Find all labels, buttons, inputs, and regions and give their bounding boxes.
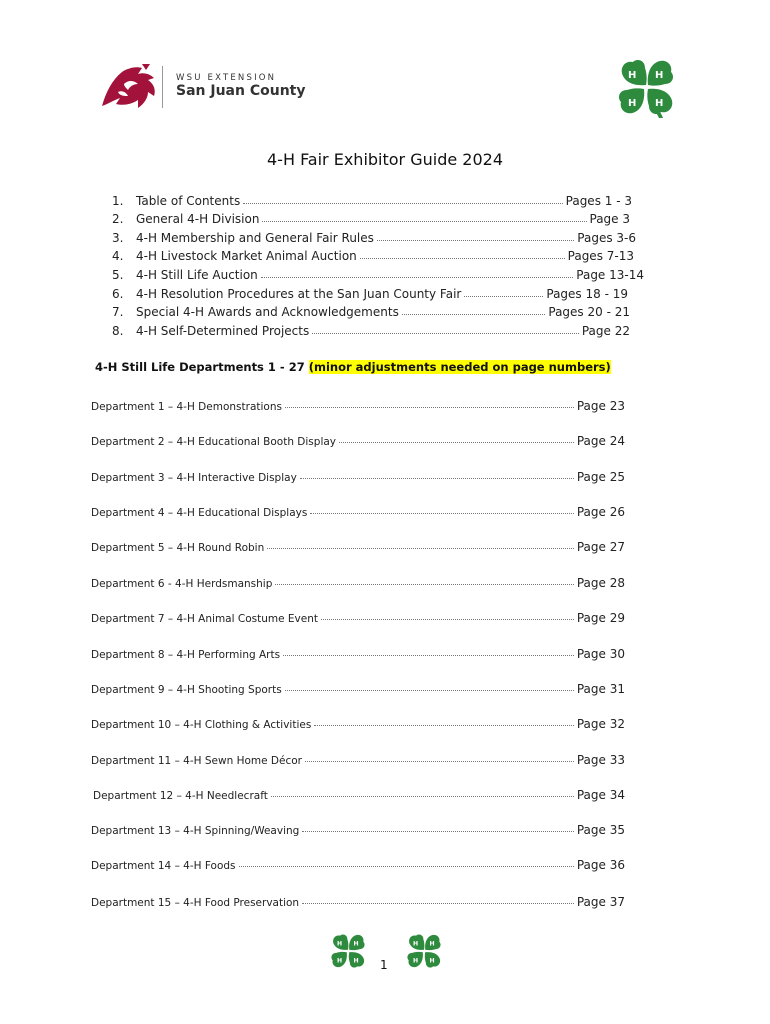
toc-number: 5.: [112, 268, 124, 282]
department-page: Page 31: [576, 682, 625, 696]
toc-title: 4-H Membership and General Fair Rules: [136, 231, 374, 245]
svg-text:H: H: [628, 98, 637, 109]
department-page: Page 33: [576, 753, 625, 767]
toc-item: [112, 287, 628, 305]
department-entry: [91, 823, 625, 841]
dot-leader: [321, 611, 574, 620]
toc-page: Pages 1 - 3: [565, 194, 632, 208]
department-entry: [91, 505, 625, 523]
svg-text:H: H: [336, 940, 343, 948]
department-title: Department 9 – 4-H Shooting Sports: [91, 684, 282, 696]
department-entry: [91, 576, 625, 594]
department-entry: [91, 717, 625, 735]
dot-leader: [300, 470, 574, 479]
toc-item: [112, 249, 634, 267]
toc-title: 4-H Resolution Procedures at the San Juan County Fair: [136, 287, 462, 301]
department-page: Page 27: [576, 540, 625, 554]
dot-leader: [239, 858, 574, 867]
toc-number: 1.: [112, 194, 124, 208]
department-title: Department 5 – 4-H Round Robin: [91, 542, 265, 554]
dot-leader: [302, 823, 574, 832]
svg-text:H: H: [353, 957, 359, 965]
department-page: Page 28: [576, 576, 625, 590]
page-number: 1: [380, 958, 388, 972]
department-title: Department 3 – 4-H Interactive Display: [91, 472, 297, 484]
4h-clover-icon: [329, 932, 367, 970]
department-title: Department 11 – 4-H Sewn Home Décor: [91, 755, 302, 767]
dot-leader: [312, 324, 579, 334]
wsu-cougar-logo: [98, 62, 162, 112]
svg-text:H: H: [628, 70, 637, 81]
svg-text:H: H: [429, 957, 435, 965]
toc-page: Page 22: [581, 324, 630, 338]
svg-text:H: H: [353, 940, 359, 948]
dot-leader: [275, 576, 573, 585]
dot-leader: [402, 305, 546, 315]
toc-page: Pages 3-6: [577, 231, 636, 245]
svg-text:H: H: [412, 957, 419, 965]
department-page: Page 24: [576, 434, 625, 448]
4h-clover-icon: [405, 932, 443, 970]
svg-text:H: H: [429, 940, 435, 948]
department-page: Page 26: [576, 505, 625, 519]
toc-page: Page 13-14: [576, 268, 644, 282]
department-entry: [93, 788, 625, 806]
department-title: Department 6 - 4-H Herdsmanship: [91, 578, 273, 590]
department-title: Department 8 – 4-H Performing Arts: [91, 649, 281, 661]
toc-item: [112, 194, 632, 212]
department-title: Department 7 – 4-H Animal Costume Event: [91, 613, 318, 625]
department-page: Page 36: [576, 858, 625, 872]
department-title: Department 10 – 4-H Clothing & Activities: [91, 719, 312, 731]
svg-text:H: H: [655, 98, 664, 109]
dot-leader: [339, 434, 574, 443]
dot-leader: [305, 753, 574, 762]
dot-leader: [314, 717, 574, 726]
dot-leader: [267, 540, 574, 549]
department-entry: [91, 858, 625, 876]
svg-text:H: H: [336, 957, 343, 965]
toc-number: 4.: [112, 249, 124, 263]
department-page: Page 30: [576, 647, 625, 661]
dot-leader: [261, 268, 573, 278]
toc-item: [112, 324, 630, 342]
department-title: Department 12 – 4-H Needlecraft: [93, 790, 268, 802]
county-label: San Juan County: [176, 83, 306, 99]
dot-leader: [283, 647, 574, 656]
department-page: Page 25: [576, 470, 625, 484]
toc-item: [112, 268, 644, 286]
toc-page: Pages 18 - 19: [546, 287, 628, 301]
department-entry: [91, 895, 625, 913]
department-page: Page 29: [576, 611, 625, 625]
document-title: 4-H Fair Exhibitor Guide 2024: [267, 150, 503, 169]
toc-title: 4-H Still Life Auction: [136, 268, 258, 282]
toc-item: [112, 231, 636, 249]
dot-leader: [262, 212, 586, 222]
dot-leader: [310, 505, 574, 514]
toc-title: Table of Contents: [136, 194, 241, 208]
extension-label: WSU EXTENSION: [176, 73, 277, 83]
department-entry: [91, 753, 625, 771]
toc-number: 3.: [112, 231, 124, 245]
dot-leader: [285, 682, 574, 691]
toc-page: Page 3: [589, 212, 630, 226]
dot-leader: [285, 399, 574, 408]
toc-page: Pages 7-13: [567, 249, 634, 263]
dot-leader: [243, 194, 562, 204]
still-life-heading: [95, 360, 611, 374]
department-entry: [91, 470, 625, 488]
toc-title: Special 4-H Awards and Acknowledgements: [136, 305, 399, 319]
toc-title: General 4-H Division: [136, 212, 260, 226]
dot-leader: [377, 231, 574, 241]
department-entry: [91, 682, 625, 700]
toc-number: 6.: [112, 287, 124, 301]
department-page: Page 23: [576, 399, 625, 413]
department-title: Department 13 – 4-H Spinning/Weaving: [91, 825, 300, 837]
still-life-title: 4-H Still Life Departments 1 - 27: [95, 360, 305, 374]
toc-item: [112, 305, 630, 323]
department-page: Page 32: [576, 717, 625, 731]
department-title: Department 2 – 4-H Educational Booth Display: [91, 436, 337, 448]
department-page: Page 34: [576, 788, 625, 802]
toc-number: 7.: [112, 305, 124, 319]
department-entry: [91, 434, 625, 452]
dot-leader: [360, 249, 565, 259]
department-entry: [91, 647, 625, 665]
department-title: Department 4 – 4-H Educational Displays: [91, 507, 308, 519]
department-entry: [91, 399, 625, 417]
highlighted-note: (minor adjustments needed on page numbers): [308, 360, 611, 374]
department-page: Page 35: [576, 823, 625, 837]
department-page: Page 37: [576, 895, 625, 909]
dot-leader: [302, 895, 574, 904]
toc-page: Pages 20 - 21: [548, 305, 630, 319]
department-entry: [91, 611, 625, 629]
4h-clover-icon: [615, 56, 677, 118]
department-title: Department 1 – 4-H Demonstrations: [91, 401, 282, 413]
toc-number: 2.: [112, 212, 124, 226]
toc-number: 8.: [112, 324, 124, 338]
svg-text:H: H: [655, 70, 664, 81]
department-title: Department 15 – 4-H Food Preservation: [91, 897, 300, 909]
toc-title: 4-H Self-Determined Projects: [136, 324, 310, 338]
svg-text:H: H: [412, 940, 419, 948]
toc-title: 4-H Livestock Market Animal Auction: [136, 249, 357, 263]
toc-item: [112, 212, 630, 230]
dot-leader: [271, 788, 574, 797]
department-title: Department 14 – 4-H Foods: [91, 860, 236, 872]
dot-leader: [464, 287, 543, 297]
logo-divider: [162, 66, 163, 108]
department-entry: [91, 540, 625, 558]
